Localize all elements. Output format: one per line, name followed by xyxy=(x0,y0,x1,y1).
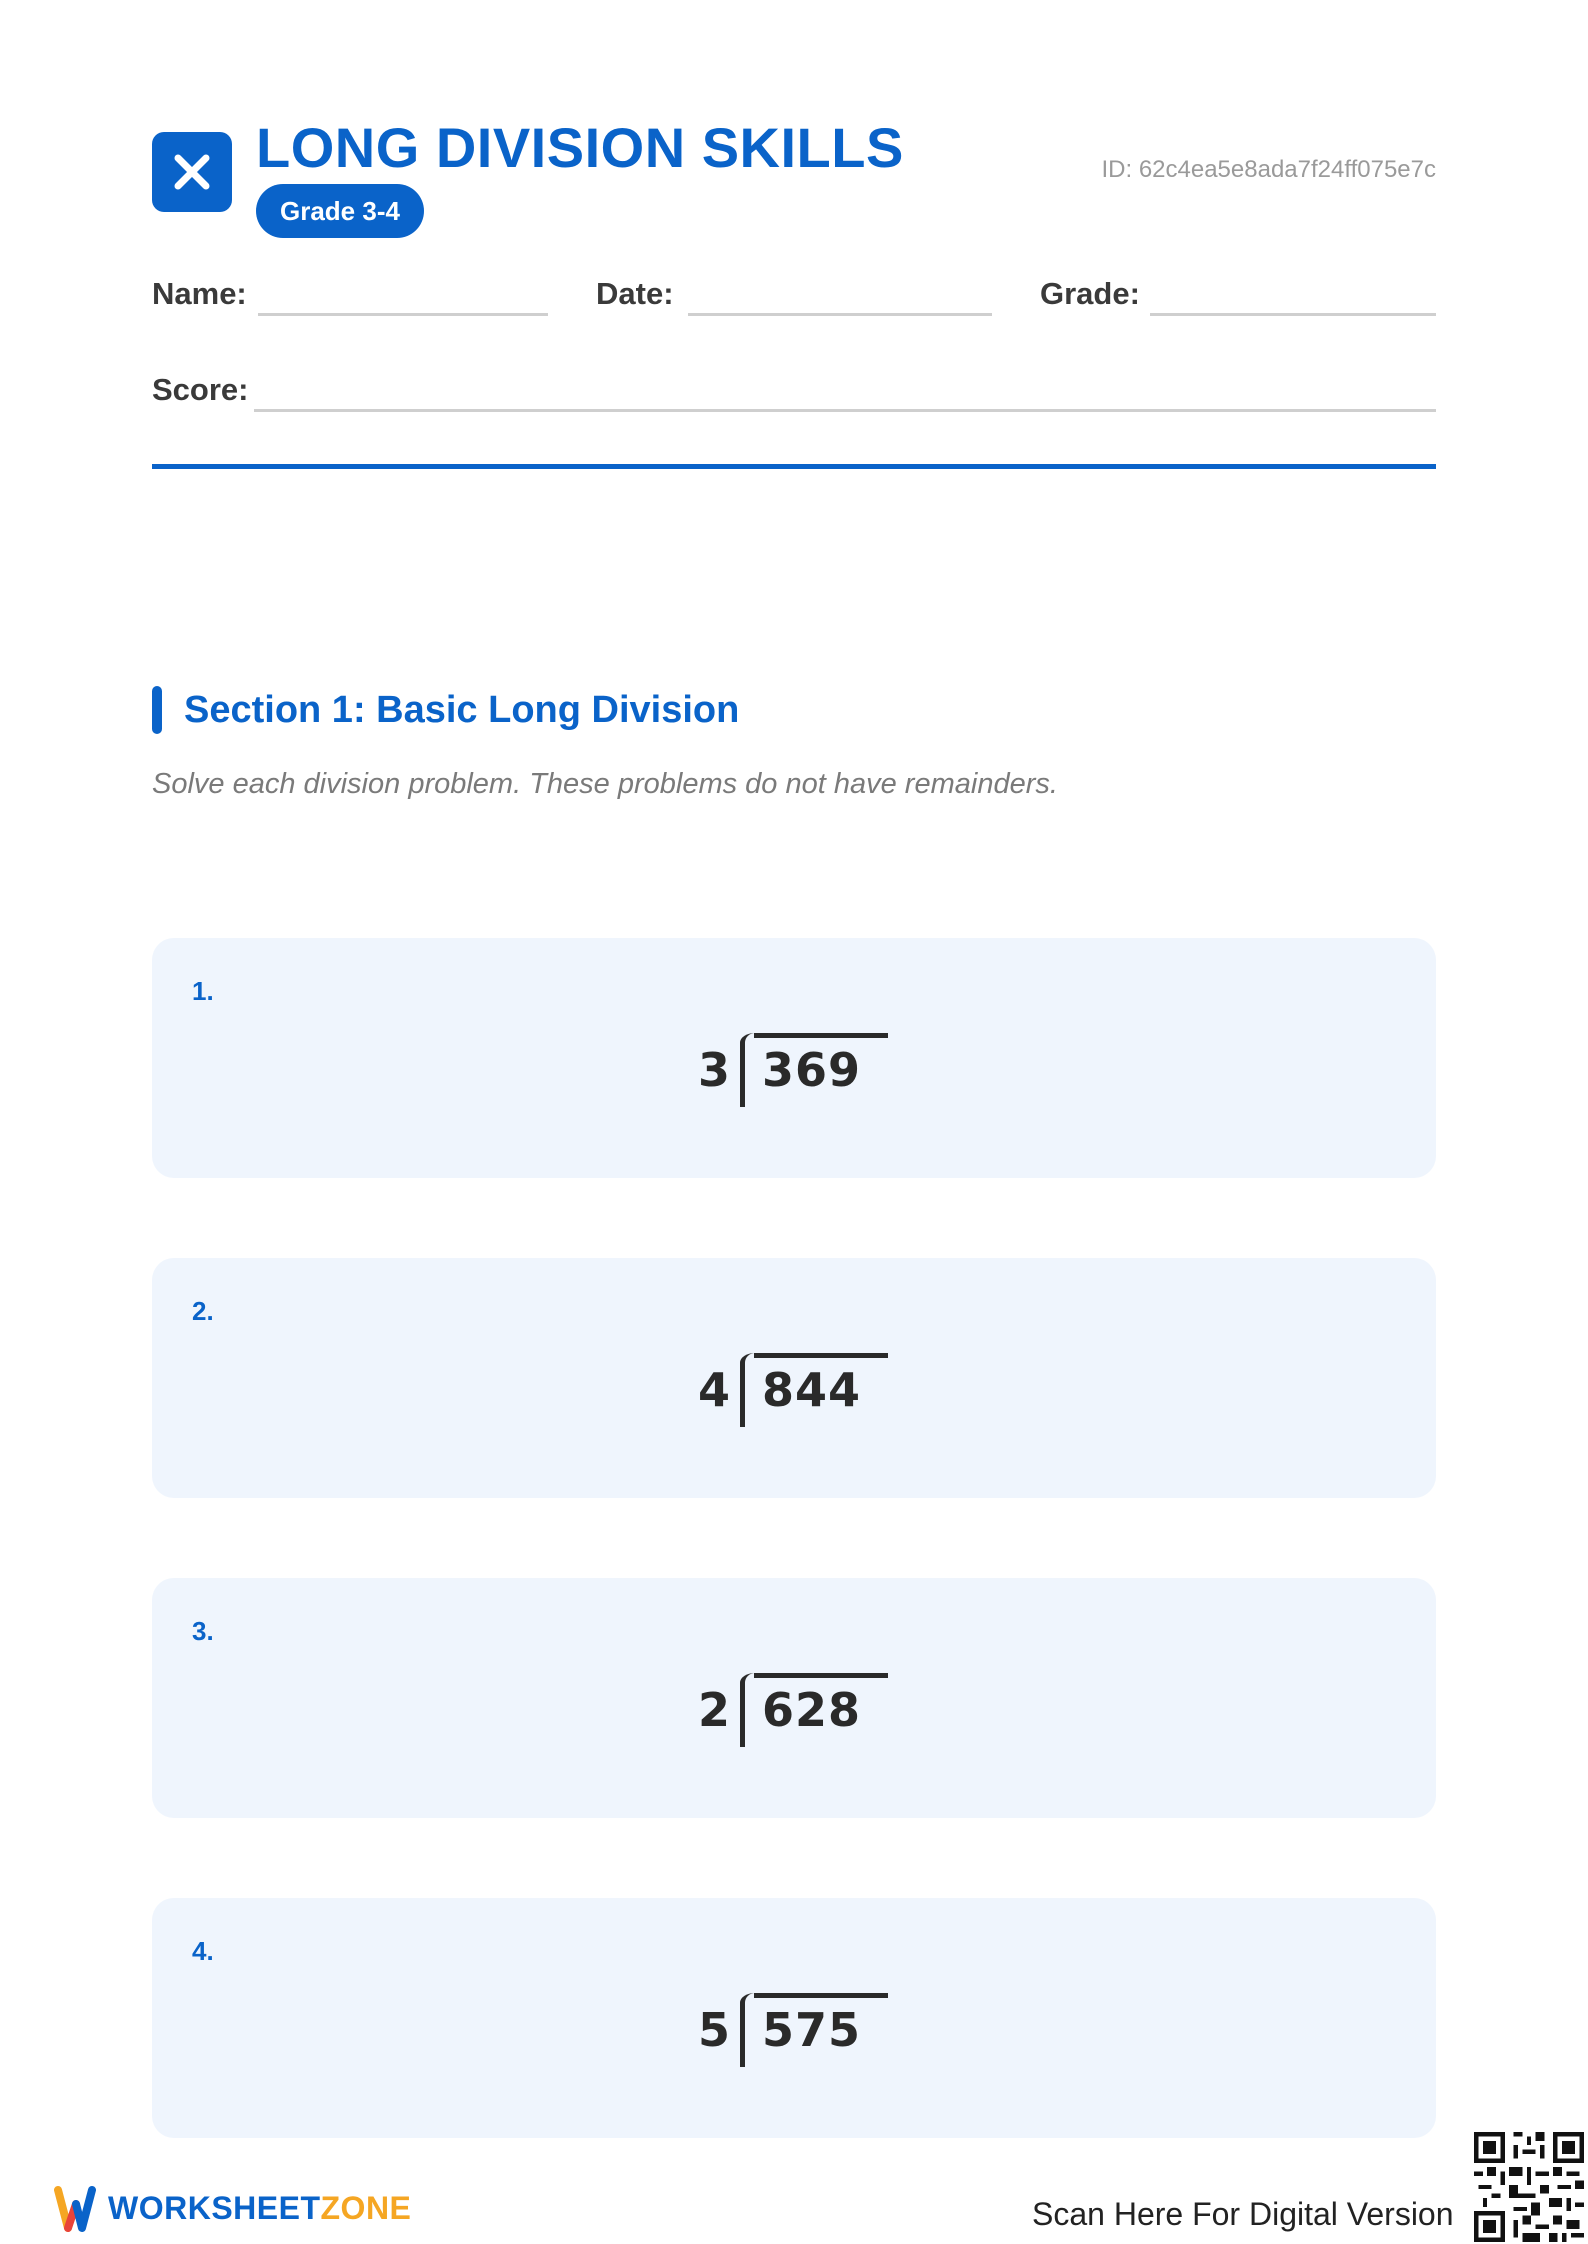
grade-field[interactable] xyxy=(1150,313,1436,316)
dividend: 369 xyxy=(762,1043,862,1097)
name-label: Name: xyxy=(152,276,247,311)
multiply-icon xyxy=(170,150,214,194)
document-id: ID: 62c4ea5e8ada7f24ff075e7c xyxy=(1101,156,1436,183)
division-bracket xyxy=(740,1673,755,1747)
qr-code-icon[interactable] xyxy=(1474,2132,1584,2242)
header-divider xyxy=(152,464,1436,469)
division-bracket xyxy=(740,1993,755,2067)
section-title: Section 1: Basic Long Division xyxy=(184,689,740,731)
problem-number: 4. xyxy=(192,1936,214,1966)
worksheet-logo xyxy=(152,132,232,212)
grade-badge: Grade 3-4 xyxy=(256,184,424,238)
division-bar xyxy=(754,1033,888,1038)
dividend: 575 xyxy=(762,2003,862,2057)
section-accent-bar xyxy=(152,686,162,734)
division-bar xyxy=(754,1353,888,1358)
division-bracket xyxy=(740,1353,755,1427)
division-bracket xyxy=(740,1033,755,1107)
brand-name xyxy=(108,2190,411,2227)
dividend: 844 xyxy=(762,1363,862,1417)
date-label: Date: xyxy=(596,276,674,311)
dividend: 628 xyxy=(762,1683,862,1737)
score-label: Score: xyxy=(152,372,249,407)
date-field[interactable] xyxy=(688,313,992,316)
problem-number: 1. xyxy=(192,976,214,1006)
section-instructions: Solve each division problem. These problems do not have remainders. xyxy=(152,768,1058,800)
problem-card xyxy=(152,1578,1436,1818)
worksheet-title: LONG DIVISION SKILLS xyxy=(256,116,904,179)
brand-name-part2: ZONE xyxy=(320,2190,412,2226)
scan-caption: Scan Here For Digital Version xyxy=(1032,2196,1454,2232)
long-division xyxy=(692,1353,892,1433)
divisor: 5 xyxy=(697,2003,730,2057)
grade-label: Grade: xyxy=(1040,276,1140,311)
worksheetzone-logo-icon xyxy=(54,2182,96,2236)
division-bar xyxy=(754,1673,888,1678)
problem-number: 3. xyxy=(192,1616,214,1646)
long-division xyxy=(692,1993,892,2073)
divisor: 4 xyxy=(697,1363,730,1417)
score-field[interactable] xyxy=(254,409,1436,412)
divisor: 3 xyxy=(697,1043,730,1097)
problem-card xyxy=(152,1898,1436,2138)
name-field[interactable] xyxy=(258,313,548,316)
long-division xyxy=(692,1673,892,1753)
long-division xyxy=(692,1033,892,1113)
problem-card xyxy=(152,1258,1436,1498)
problem-number: 2. xyxy=(192,1296,214,1326)
brand-name-part1: WORKSHEET xyxy=(108,2190,321,2226)
problem-card xyxy=(152,938,1436,1178)
division-bar xyxy=(754,1993,888,1998)
divisor: 2 xyxy=(697,1683,730,1737)
